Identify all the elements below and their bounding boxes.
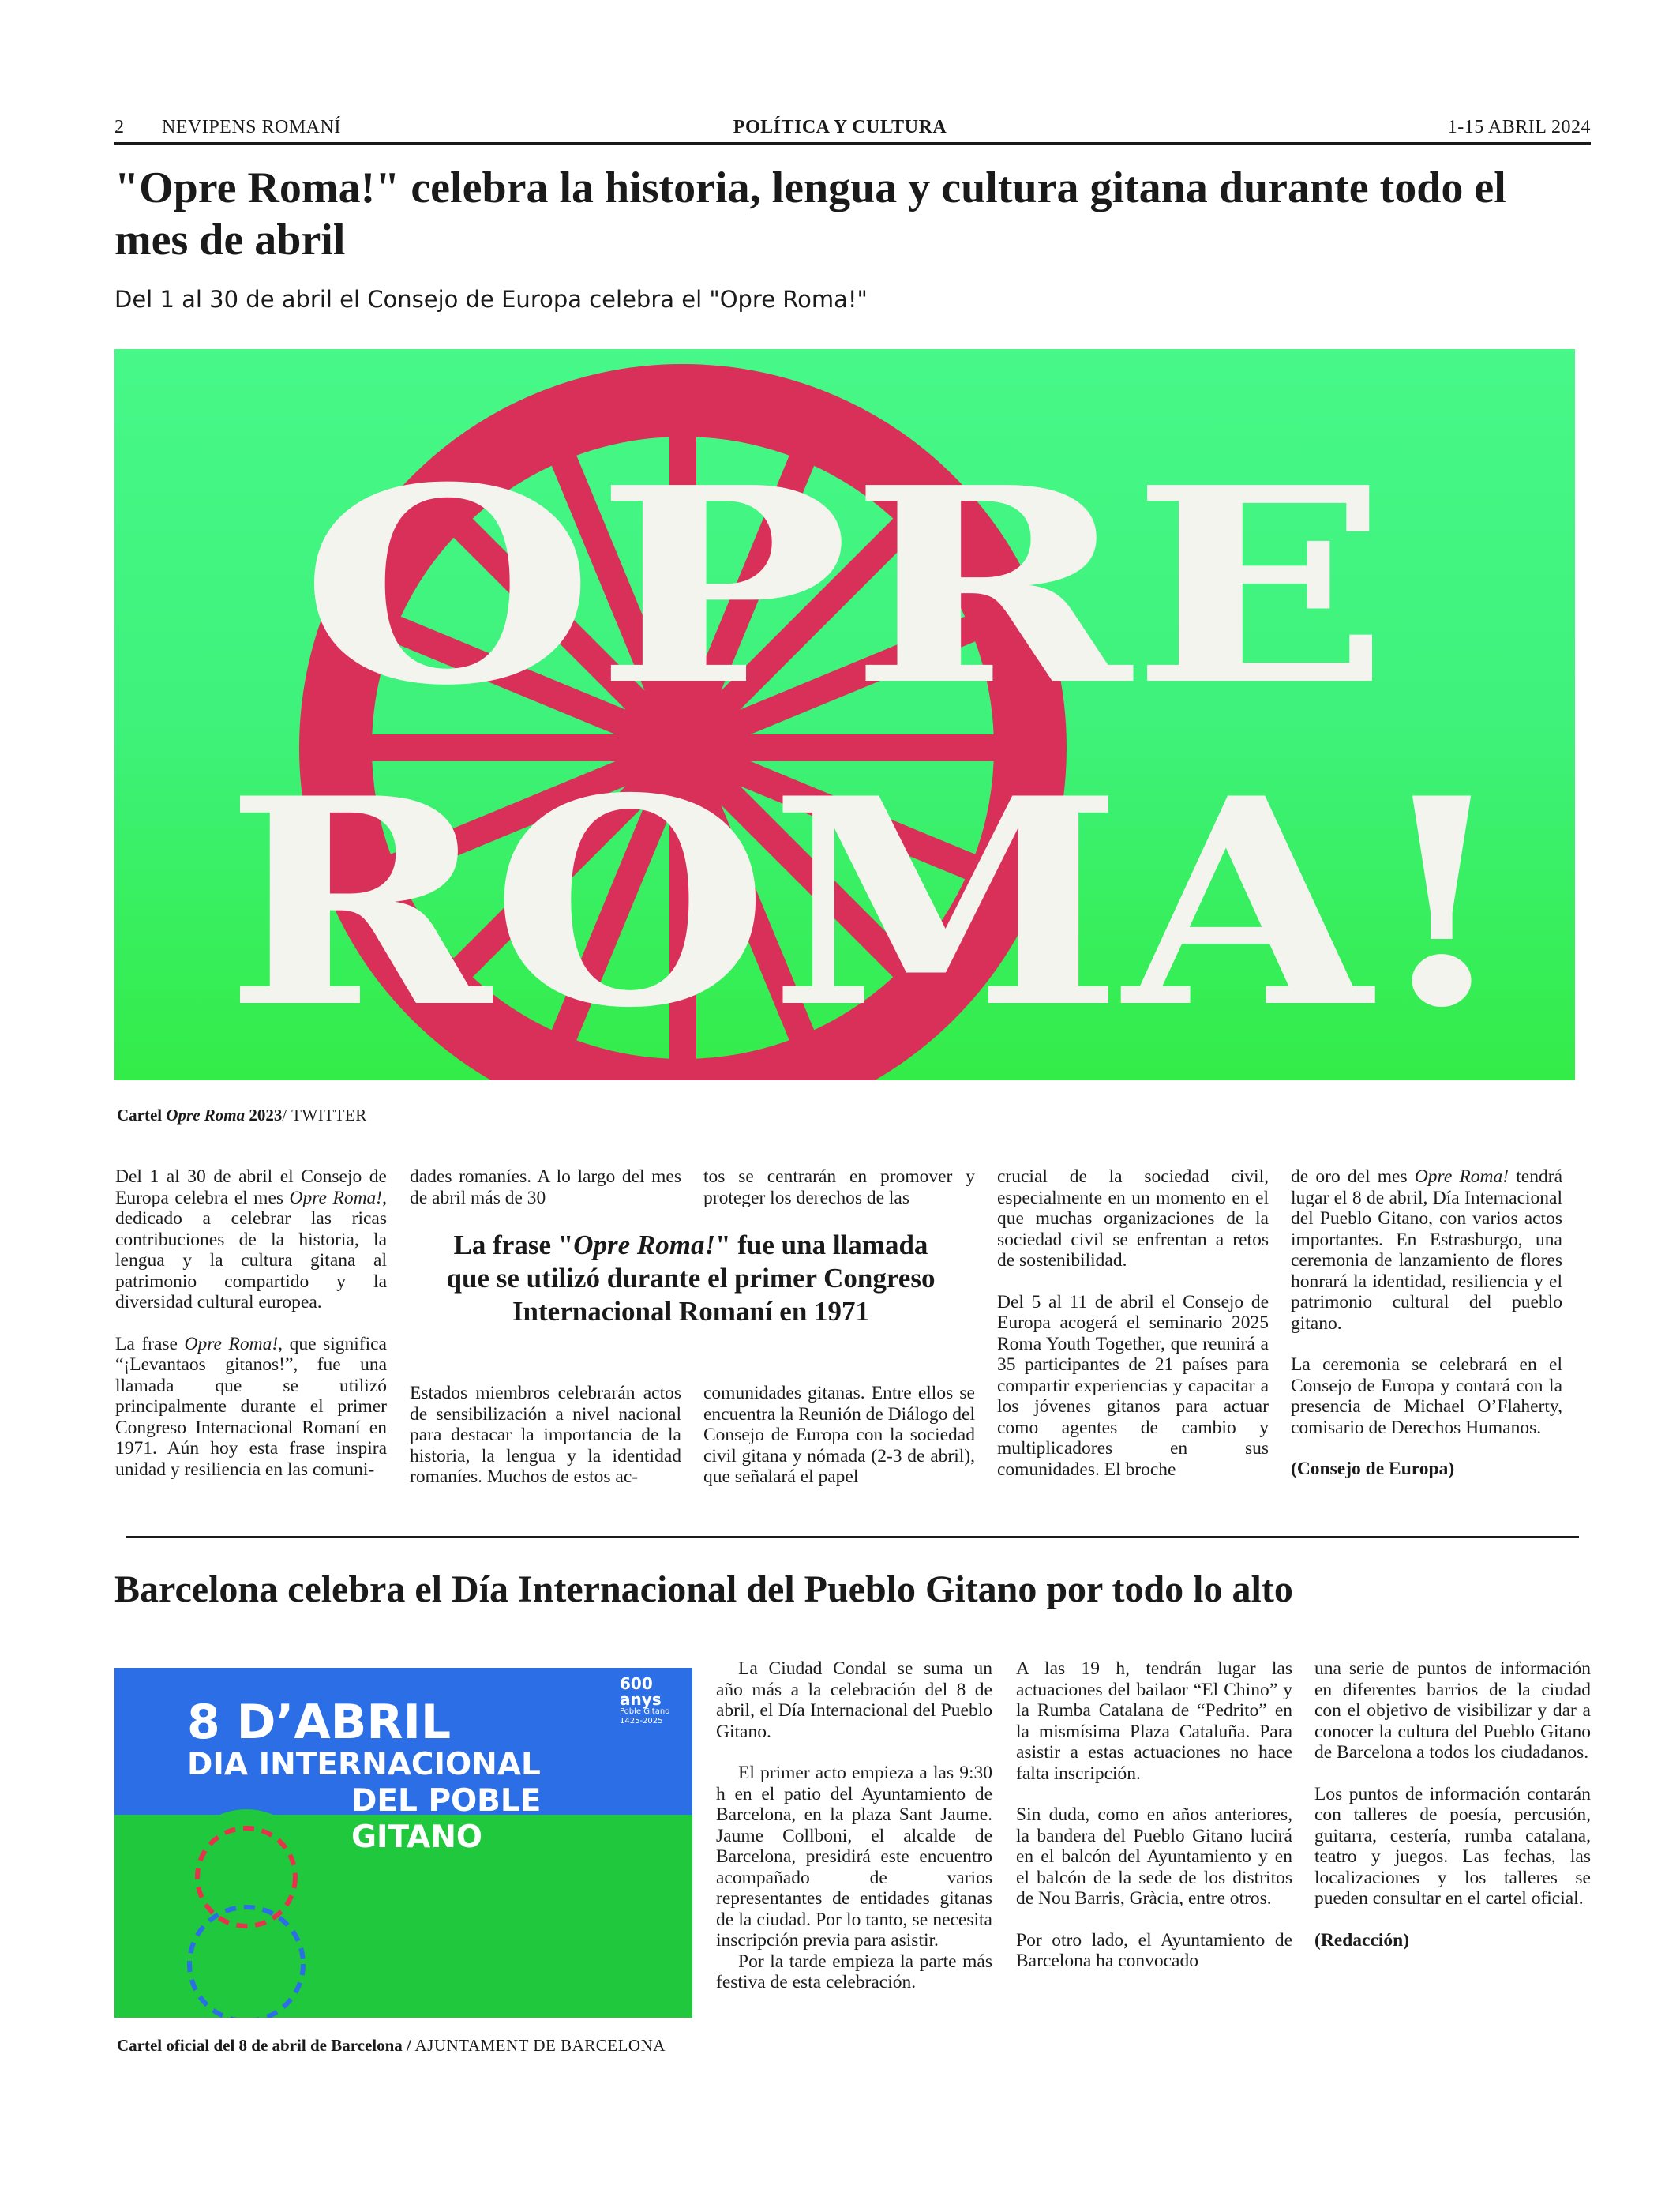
- a2-col3-p1: una serie de puntos de información en diferentes barrios de la ciudad con el objetivo de visibilizar y dar a conocer la cultura del Pueblo Gitano de Barcelona a todos los ciudadanos.: [1314, 1658, 1591, 1763]
- col1-p2-italic: Opre Roma!: [184, 1333, 279, 1354]
- a2-col2-p2: Sin duda, como en años anteriores, la bandera del Pueblo Gitano lucirá en el balcón del Ayuntamiento y en el balcón de la sede de los distritos de Nou Barris, Gràcia, entre otros.: [1016, 1804, 1292, 1909]
- section-divider: [126, 1536, 1579, 1538]
- article1-column-3-top: tos se centrarán en promover y proteger los derechos de las: [703, 1166, 975, 1208]
- col5-text-2: tendrá lugar el 8 de abril, Día Internacional del Pueblo Gitano, con varios actos importantes. En Estrasburgo, una ceremonia de lanzamiento de flores honrará la identidad, resiliencia y el patrimonio cultural del pueblo gitano.: [1291, 1166, 1562, 1334]
- col1-text: Del 1 al 30 de abril el Consejo de Europa celebra el mes: [115, 1166, 387, 1208]
- article2-column-1: [716, 1658, 992, 2014]
- caption-source: / TWITTER: [282, 1106, 367, 1125]
- pull-quote: [438, 1229, 943, 1328]
- page-number: 2: [114, 117, 125, 137]
- section-name: POLÍTICA Y CULTURA: [733, 117, 947, 137]
- article1-column-4: [997, 1166, 1269, 1500]
- badge-word: anys: [620, 1690, 662, 1709]
- poster-line-opre: OPRE: [300, 430, 1390, 745]
- publication-name: NEVIPENS ROMANÍ: [162, 117, 341, 137]
- col4-p2: Del 5 al 11 de abril el Consejo de Europa acogerá el seminario 2025 Roma Youth Together, que reunirá a 35 participantes de 21 países para compartir experiencias y capacitar a los jóvenes gitanos para actuar como agentes de cambio y multiplicadores en sus comunidades. El broche: [997, 1291, 1269, 1480]
- roma-wheel-graphic: [114, 349, 1575, 1080]
- col5-italic: Opre Roma!: [1414, 1166, 1509, 1187]
- article2-signature: (Redacción): [1314, 1929, 1410, 1951]
- article2-title: Barcelona celebra el Día Internacional del Pueblo Gitano por todo lo alto: [114, 1568, 1293, 1610]
- poster-line-4: GITANO: [351, 1819, 483, 1855]
- col4-p1: crucial de la sociedad civil, especialmente en un momento en el que muchas organizaciones de la sociedad civil se enfrentan a retos de sostenibilidad.: [997, 1166, 1269, 1271]
- col5-text: de oro del mes: [1291, 1166, 1415, 1187]
- a2-col1-p3: Por la tarde empieza la parte más festiva de esta celebración.: [716, 1951, 992, 1992]
- article1-column-5: [1291, 1166, 1562, 1500]
- a2-col1-p2: El primer acto empieza a las 9:30 h en el patio del Ayuntamiento de Barcelona, en la plaza Sant Jaume. Jaume Collboni, el alcalde de Barcelona, presidirá este encuentro acompañado de varios representantes de entidades gitanas de la ciudad. Por lo tanto, se necesita inscripción previa para asistir.: [716, 1763, 992, 1951]
- a2-col1-p1: La Ciudad Condal se suma un año más a la celebración del 8 de abril, el Día Internacional del Pueblo Gitano.: [716, 1658, 992, 1742]
- barcelona-poster: [114, 1668, 692, 2018]
- header-rule: [114, 142, 1591, 145]
- issue-date: 1-15 ABRIL 2024: [1447, 117, 1591, 137]
- pull-quote-italic: Opre Roma!: [573, 1230, 716, 1260]
- article-subtitle: Del 1 al 30 de abril el Consejo de Europa celebra el "Opre Roma!": [114, 286, 868, 313]
- article2-column-3: [1314, 1658, 1591, 1971]
- pull-quote-text: La frase ": [453, 1230, 574, 1260]
- a2-col3-p2: Los puntos de información contarán con talleres de poesía, percusión, guitarra, cestería, rumba catalana, teatro y juegos. Las fechas, las localizaciones y los talleres se pueden consultar en el cartel oficial.: [1314, 1783, 1591, 1909]
- poster-line-3: DEL POBLE: [351, 1783, 542, 1819]
- opre-roma-poster: [114, 349, 1575, 1080]
- article1-signature: (Consejo de Europa): [1291, 1459, 1455, 1479]
- caption-prefix: Cartel: [117, 1106, 167, 1125]
- caption-year: 2023: [245, 1106, 283, 1125]
- a2-col2-p3: Por otro lado, el Ayuntamiento de Barcelona ha convocado: [1016, 1929, 1292, 1971]
- poster-badge: [620, 1676, 669, 1726]
- col1-p2-text-2: , que significa “¡Levantaos gitanos!”, fue una llamada que se utilizó principalmente durante el primer Congreso Internacional Romaní en 1971. Aún hoy esta frase inspira unidad y resiliencia en las comuni-: [115, 1333, 387, 1480]
- poster-line-2: DIA INTERNACIONAL: [187, 1747, 541, 1782]
- article1-column-1: [115, 1166, 387, 1500]
- badge-number: 600: [620, 1674, 653, 1693]
- col1-p2-text: La frase: [115, 1333, 185, 1354]
- pull-quote-text-2: " fue una llamada que se utilizó durante el primer Congreso Internacional Romaní en 1971: [446, 1230, 936, 1327]
- article-title: "Opre Roma!" celebra la historia, lengua y cultura gitana durante todo el mes de abril: [114, 163, 1506, 265]
- barcelona-caption: [117, 2036, 666, 2056]
- badge-line-1: Poble Gitano: [620, 1707, 670, 1716]
- a2-col2-p1: A las 19 h, tendrán lugar las actuaciones del bailaor “El Chino” y la Rumba Catalana de “Pedrito” en la mismísima Plaza Cataluña. Para asistir a estas actuaciones no hace falta inscripción.: [1016, 1658, 1292, 1784]
- poster-caption: [117, 1106, 367, 1125]
- caption-italic: Opre Roma: [166, 1106, 246, 1125]
- barcelona-caption-source: AJUNTAMENT DE BARCELONA: [411, 2036, 666, 2055]
- poster-line-roma: ROMA!: [225, 736, 1512, 1070]
- article1-column-2-top: dades romaníes. A lo largo del mes de abril más de 30: [410, 1166, 681, 1208]
- col5-p2: La ceremonia se celebrará en el Consejo de Europa y contará con la presencia de Michael O’Flaherty, comisario de Derechos Humanos.: [1291, 1354, 1562, 1438]
- article1-column-2-bottom: Estados miembros celebrarán actos de sensibilización a nivel nacional para destacar la importancia de la historia, la lengua y la identidad romaníes. Muchos de estos ac-: [410, 1383, 681, 1487]
- col1-italic: Opre Roma!: [289, 1187, 383, 1208]
- barcelona-caption-text: Cartel oficial del 8 de abril de Barcelona /: [117, 2036, 411, 2055]
- poster-date: 8 D’ABRIL: [187, 1695, 452, 1750]
- article1-column-3-bottom: comunidades gitanas. Entre ellos se encuentra la Reunión de Diálogo del Consejo de Europa con la sociedad civil gitana y nómada (2-3 de abril), que señalará el papel: [703, 1383, 975, 1487]
- col1-text-2: , dedicado a celebrar las ricas contribuciones de la historia, la lengua y la cultura gitana al patrimonio compartido y la diversidad cultural europea.: [115, 1187, 387, 1312]
- badge-line-2: 1425-2025: [620, 1717, 663, 1725]
- article2-column-2: [1016, 1658, 1292, 1992]
